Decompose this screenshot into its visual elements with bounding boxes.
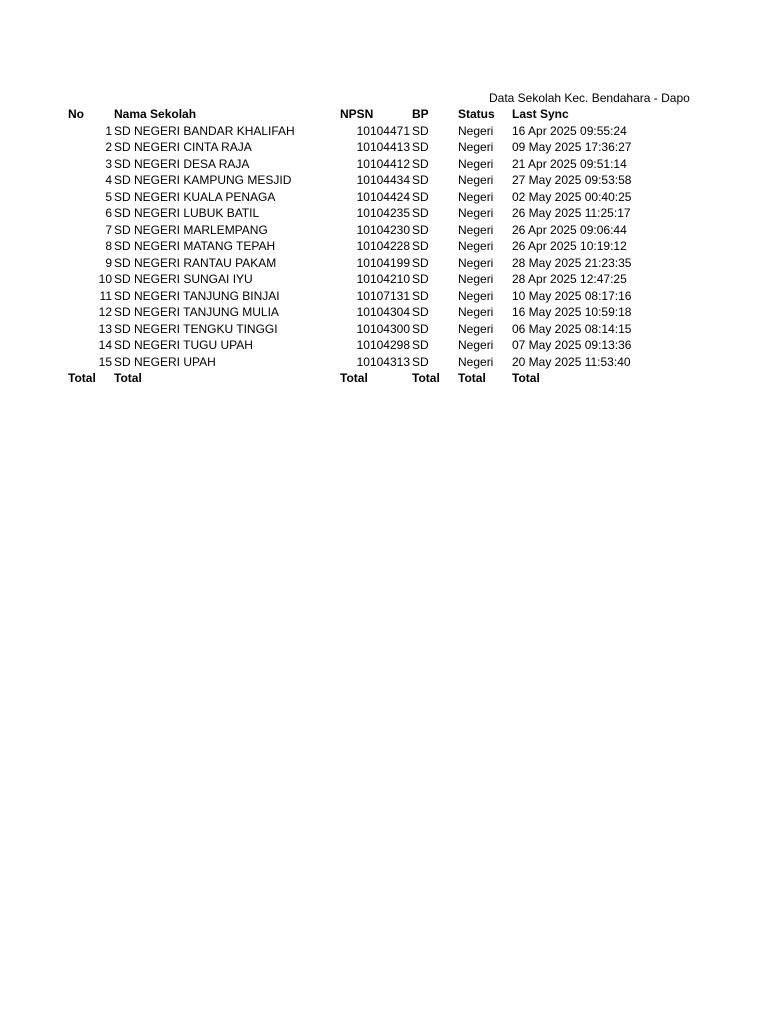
- table-row: [0, 222, 768, 239]
- table-row: [0, 156, 768, 173]
- table-row: [0, 123, 768, 140]
- cell-no: 13: [98, 321, 112, 336]
- page-title: Data Sekolah Kec. Bendahara - Dapo: [489, 91, 690, 105]
- cell-npsn: 10104235: [356, 206, 410, 220]
- cell-name: SD NEGERI MATANG TEPAH: [114, 239, 276, 253]
- cell-name: SD NEGERI LUBUK BATIL: [114, 206, 260, 220]
- cell-last-sync: 27 May 2025 09:53:58: [512, 173, 632, 187]
- cell-status: Negeri: [458, 354, 494, 369]
- cell-name: SD NEGERI KAMPUNG MESJID: [114, 173, 292, 187]
- cell-last-sync: 21 Apr 2025 09:51:14: [512, 156, 627, 171]
- cell-bp: SD: [412, 156, 429, 171]
- cell-no: 12: [98, 305, 112, 319]
- cell-npsn: 10104300: [356, 321, 410, 336]
- cell-last-sync: 16 Apr 2025 09:55:24: [512, 123, 627, 138]
- table-body: [0, 123, 768, 371]
- cell-bp: SD: [412, 189, 429, 204]
- cell-bp: SD: [412, 140, 429, 154]
- cell-bp: SD: [412, 206, 429, 220]
- cell-name: SD NEGERI TENGKU TINGGI: [114, 321, 278, 336]
- cell-name: SD NEGERI BANDAR KHALIFAH: [114, 123, 295, 138]
- cell-no: 7: [105, 222, 112, 237]
- cell-status: Negeri: [458, 288, 494, 303]
- table-header-row: [0, 106, 768, 123]
- cell-bp: SD: [412, 305, 429, 319]
- cell-name: SD NEGERI DESA RAJA: [114, 156, 250, 171]
- cell-status: Negeri: [458, 321, 494, 336]
- total-no: Total: [68, 371, 96, 385]
- cell-status: Negeri: [458, 305, 494, 319]
- cell-npsn: 10104210: [356, 272, 410, 286]
- cell-last-sync: 06 May 2025 08:14:15: [512, 321, 632, 336]
- table-row: [0, 189, 768, 206]
- cell-last-sync: 09 May 2025 17:36:27: [512, 140, 632, 154]
- cell-status: Negeri: [458, 156, 494, 171]
- cell-no: 5: [105, 189, 112, 204]
- cell-name: SD NEGERI UPAH: [114, 354, 216, 369]
- cell-bp: SD: [412, 288, 429, 303]
- table-row: [0, 255, 768, 272]
- cell-last-sync: 16 May 2025 10:59:18: [512, 305, 632, 319]
- cell-npsn: 10104228: [356, 239, 410, 253]
- table-row: [0, 354, 768, 371]
- cell-status: Negeri: [458, 140, 494, 154]
- cell-name: SD NEGERI KUALA PENAGA: [114, 189, 276, 204]
- cell-name: SD NEGERI MARLEMPANG: [114, 222, 268, 237]
- cell-npsn: 10104424: [356, 189, 410, 204]
- table-row: [0, 172, 768, 189]
- table-row: [0, 321, 768, 338]
- cell-status: Negeri: [458, 123, 494, 138]
- cell-last-sync: 28 Apr 2025 12:47:25: [512, 272, 627, 286]
- cell-npsn: 10104412: [356, 156, 410, 171]
- header-npsn: NPSN: [340, 107, 374, 121]
- cell-name: SD NEGERI RANTAU PAKAM: [114, 255, 277, 270]
- cell-bp: SD: [412, 239, 429, 253]
- cell-last-sync: 26 May 2025 11:25:17: [512, 206, 631, 220]
- table-row: [0, 139, 768, 156]
- cell-npsn: 10107131: [356, 288, 410, 303]
- cell-npsn: 10104304: [356, 305, 410, 319]
- cell-npsn: 10104313: [356, 354, 410, 369]
- table-row: [0, 205, 768, 222]
- cell-status: Negeri: [458, 173, 494, 187]
- total-bp: Total: [412, 371, 440, 385]
- cell-no: 11: [99, 288, 112, 303]
- cell-last-sync: 28 May 2025 21:23:35: [512, 255, 632, 270]
- cell-bp: SD: [412, 338, 429, 352]
- school-table: [0, 106, 768, 387]
- table-row: [0, 271, 768, 288]
- cell-no: 3: [105, 156, 112, 171]
- table-row: [0, 337, 768, 354]
- cell-no: 6: [105, 206, 112, 220]
- cell-no: 1: [105, 123, 112, 138]
- cell-last-sync: 26 Apr 2025 10:19:12: [512, 239, 627, 253]
- cell-no: 9: [105, 255, 112, 270]
- header-bp: BP: [412, 107, 429, 121]
- table-row: [0, 304, 768, 321]
- cell-status: Negeri: [458, 189, 494, 204]
- cell-npsn: 10104471: [356, 123, 410, 138]
- cell-bp: SD: [412, 222, 429, 237]
- cell-no: 8: [105, 239, 112, 253]
- cell-last-sync: 10 May 2025 08:17:16: [512, 288, 632, 303]
- cell-no: 14: [98, 338, 112, 352]
- cell-status: Negeri: [458, 222, 494, 237]
- cell-name: SD NEGERI TUGU UPAH: [114, 338, 253, 352]
- cell-npsn: 10104298: [356, 338, 410, 352]
- header-name: Nama Sekolah: [114, 107, 197, 121]
- cell-bp: SD: [412, 255, 429, 270]
- cell-status: Negeri: [458, 206, 494, 220]
- header-no: No: [68, 107, 84, 121]
- cell-npsn: 10104230: [356, 222, 410, 237]
- total-status: Total: [458, 371, 486, 385]
- cell-bp: SD: [412, 123, 429, 138]
- cell-npsn: 10104413: [356, 140, 410, 154]
- cell-status: Negeri: [458, 272, 494, 286]
- cell-name: SD NEGERI SUNGAI IYU: [114, 272, 253, 286]
- cell-bp: SD: [412, 272, 429, 286]
- cell-name: SD NEGERI TANJUNG BINJAI: [114, 288, 280, 303]
- cell-bp: SD: [412, 354, 429, 369]
- cell-status: Negeri: [458, 255, 494, 270]
- cell-npsn: 10104199: [356, 255, 410, 270]
- header-last-sync: Last Sync: [512, 107, 569, 121]
- total-name: Total: [114, 371, 142, 385]
- cell-no: 10: [98, 272, 112, 286]
- cell-bp: SD: [412, 173, 429, 187]
- total-npsn: Total: [340, 371, 368, 385]
- cell-no: 4: [105, 173, 112, 187]
- cell-npsn: 10104434: [356, 173, 410, 187]
- cell-no: 2: [105, 140, 112, 154]
- cell-status: Negeri: [458, 338, 494, 352]
- cell-last-sync: 07 May 2025 09:13:36: [512, 338, 632, 352]
- total-last-sync: Total: [512, 371, 540, 385]
- cell-status: Negeri: [458, 239, 494, 253]
- cell-last-sync: 26 Apr 2025 09:06:44: [512, 222, 627, 237]
- cell-bp: SD: [412, 321, 429, 336]
- cell-name: SD NEGERI TANJUNG MULIA: [114, 305, 279, 319]
- header-status: Status: [458, 107, 495, 121]
- table-row: [0, 288, 768, 305]
- cell-no: 15: [98, 354, 112, 369]
- table-row: [0, 238, 768, 255]
- cell-name: SD NEGERI CINTA RAJA: [114, 140, 252, 154]
- cell-last-sync: 02 May 2025 00:40:25: [512, 189, 632, 204]
- cell-last-sync: 20 May 2025 11:53:40: [512, 354, 631, 369]
- table-total-row: [0, 370, 768, 387]
